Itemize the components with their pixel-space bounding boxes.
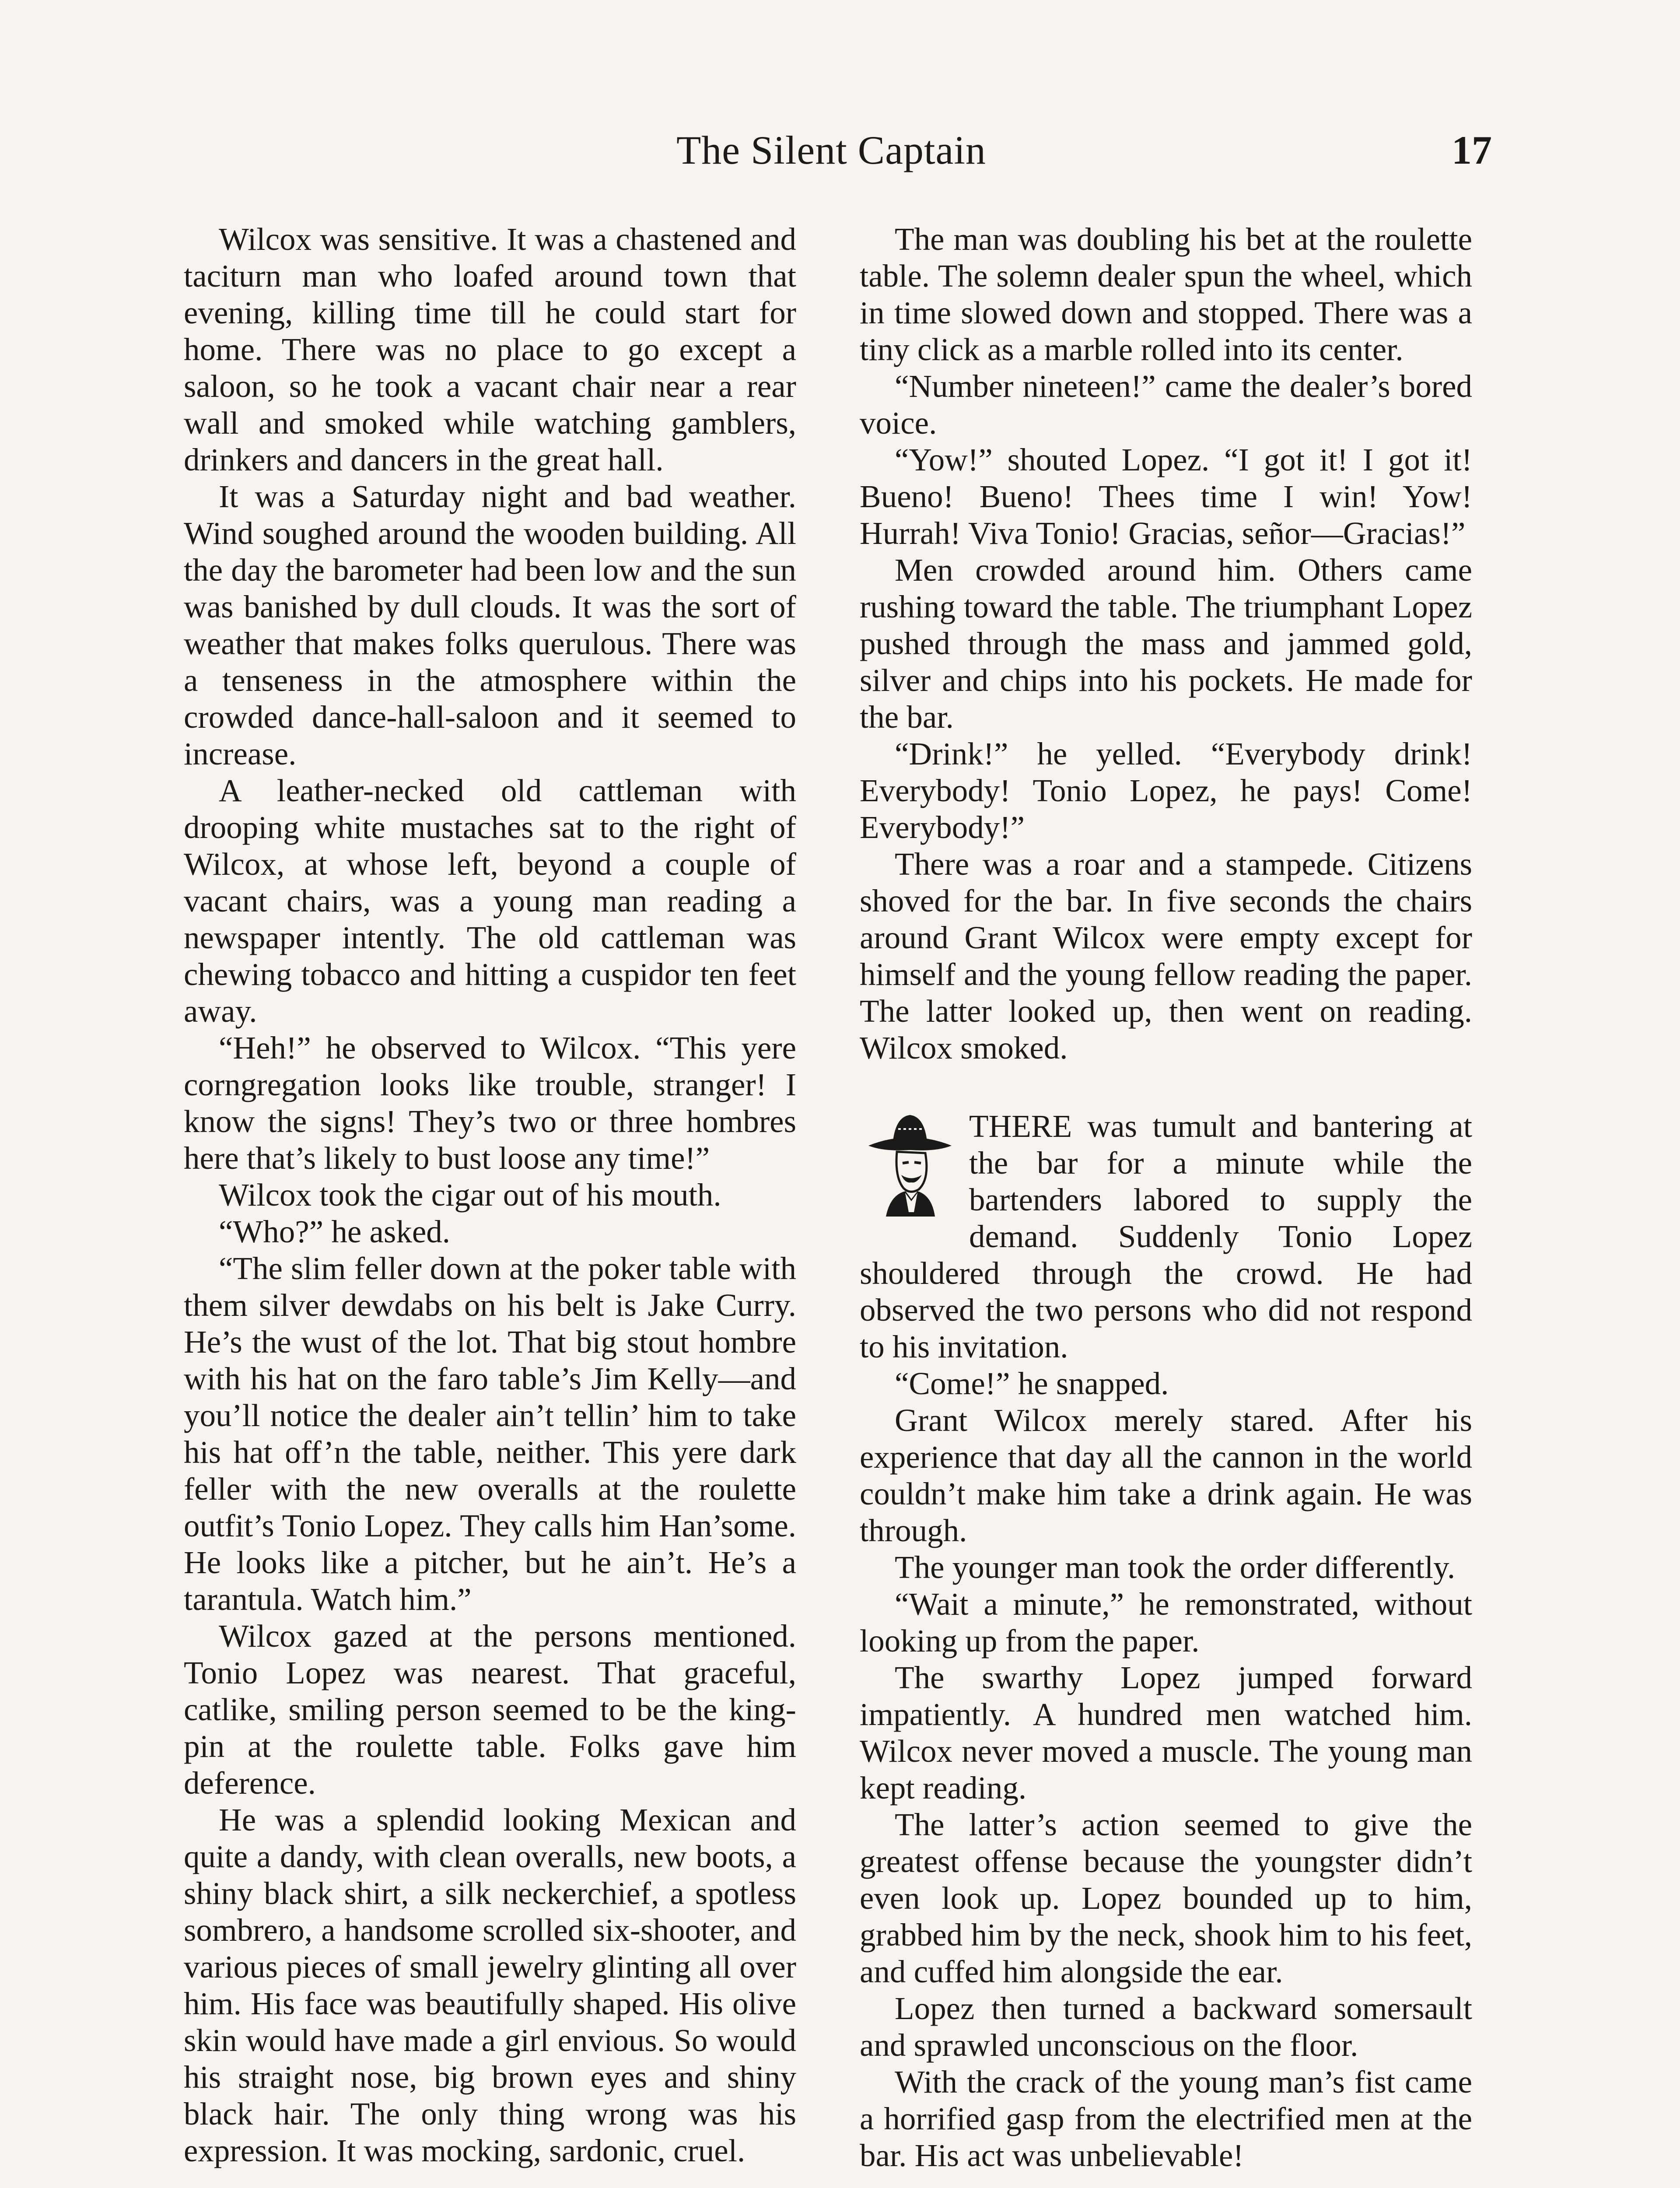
page-number: 17 (1452, 128, 1492, 172)
paragraph: “Who?” he asked. (219, 1214, 450, 1249)
paragraph: Grant Wilcox merely stared. After his experience that day all the cannon in the world couldn’t make him take a drink again. He was through. (860, 1403, 1472, 1548)
paragraph: “Heh!” he observed to Wilcox. “This yere corngregation looks like trouble, stranger! I know the signs! They’s two or three hombres here that’s likely to bust loose any time!” (184, 1030, 796, 1176)
paragraph: The man was doubling his bet at the roulette table. The solemn dealer spun the wheel, which in time slowed down and stopped. There was a tiny click as a marble rolled into its center. (860, 221, 1472, 367)
paragraph: A leather-necked old cattleman with drooping white mustaches sat to the right of Wilcox, at whose left, beyond a couple of vacant chairs, was a young man reading a newspaper intently. The old cattleman was chewing tobacco and hitting a cuspidor ten feet away. (184, 773, 796, 1029)
paragraph: Wilcox was sensitive. It was a chastened and taciturn man who loafed around town that evening, killing time till he could start for home. There was no place to go except a saloon, so he took a vacant chair near a rear wall and smoked while watching gamblers, drinkers and dancers in the great hall. (184, 221, 796, 477)
right-column (860, 221, 1472, 2174)
paragraph: “Come!” he snapped. (895, 1366, 1169, 1401)
paragraph: “Yow!” shouted Lopez. “I got it! I got it! Bueno! Bueno! Thees time I win! Yow! Hurrah! Viva Tonio! Gracias, señor—Gracias!” (860, 442, 1472, 551)
paragraph-text: THERE was tumult and bantering at the bar for a minute while the bartenders labored to supply the demand. Suddenly Tonio Lopez shouldered through the crowd. He had observed the two persons who did not respond to his invitation. (860, 1108, 1472, 1364)
paragraph: He was a splendid looking Mexican and quite a dandy, with clean overalls, new boots, a shiny black shirt, a silk neckerchief, a spotless sombrero, a handsome scrolled six-shooter, and various pieces of small jewelry glinting all over him. His face was beautifully shaped. His olive skin would have made a girl envious. So would his straight nose, big brown eyes and shiny black hair. The only thing wrong was his expression. It was mocking, sardonic, cruel. (184, 1802, 796, 2168)
paragraph: It was a Saturday night and bad weather. Wind soughed around the wooden building. All the day the barometer had been low and the sun was banished by dull clouds. It was the sort of weather that makes folks querulous. There was a tenseness in the atmosphere within the crowded dance-hall-saloon and it seemed to increase. (184, 479, 796, 771)
paragraph: The latter’s action seemed to give the greatest offense because the youngster didn’t even look up. Lopez bounded up to him, grabbed him by the neck, shook him to his feet, and cuffed him alongside the ear. (860, 1807, 1472, 1989)
paragraph: The younger man took the order differently. (895, 1550, 1456, 1585)
paragraph: With the crack of the young man’s fist came a horrified gasp from the electrified men at the bar. His act was unbelievable! (860, 2064, 1472, 2173)
paragraph: Wilcox took the cigar out of his mouth. (219, 1177, 721, 1213)
section-break (860, 1066, 1472, 1108)
paragraph: “Drink!” he yelled. “Everybody drink! Everybody! Tonio Lopez, he pays! Come! Everybody!” (860, 736, 1472, 845)
paragraph: “Number nineteen!” came the dealer’s bored voice. (860, 368, 1472, 441)
section-opening-paragraph (860, 1108, 1472, 1365)
left-column (184, 221, 796, 2169)
paragraph: Wilcox gazed at the persons mentioned. Tonio Lopez was nearest. That graceful, catlike, smiling person seemed to be the king-pin at the roulette table. Folks gave him deference. (184, 1618, 796, 1801)
sombrero-man-icon (860, 1112, 960, 1221)
paragraph: “The slim feller down at the poker table with them silver dewdabs on his belt is Jake Curry. He’s the wust of the lot. That big stout hombre with his hat on the faro table’s Jim Kelly—and you’ll notice the dealer ain’t tellin’ him to take his hat off’n the table, neither. This yere dark feller with the new overalls at the roulette outfit’s Tonio Lopez. They calls him Han’some. He looks like a pitcher, but he ain’t. He’s a tarantula. Watch him.” (184, 1251, 796, 1617)
paragraph: There was a roar and a stampede. Citizens shoved for the bar. In five seconds the chairs around Grant Wilcox were empty except for himself and the young fellow reading the paper. The latter looked up, then went on reading. Wilcox smoked. (860, 846, 1472, 1066)
paragraph: Men crowded around him. Others came rushing toward the table. The triumphant Lopez pushed through the mass and jammed gold, silver and chips into his pockets. He made for the bar. (860, 552, 1472, 735)
running-title: The Silent Captain (676, 128, 986, 172)
paragraph: Lopez then turned a backward somersault and sprawled unconscious on the floor. (860, 1991, 1472, 2063)
paragraph: “Wait a minute,” he remonstrated, without looking up from the paper. (860, 1586, 1472, 1659)
paragraph: The swarthy Lopez jumped forward impatiently. A hundred men watched him. Wilcox never moved a muscle. The young man kept reading. (860, 1660, 1472, 1806)
